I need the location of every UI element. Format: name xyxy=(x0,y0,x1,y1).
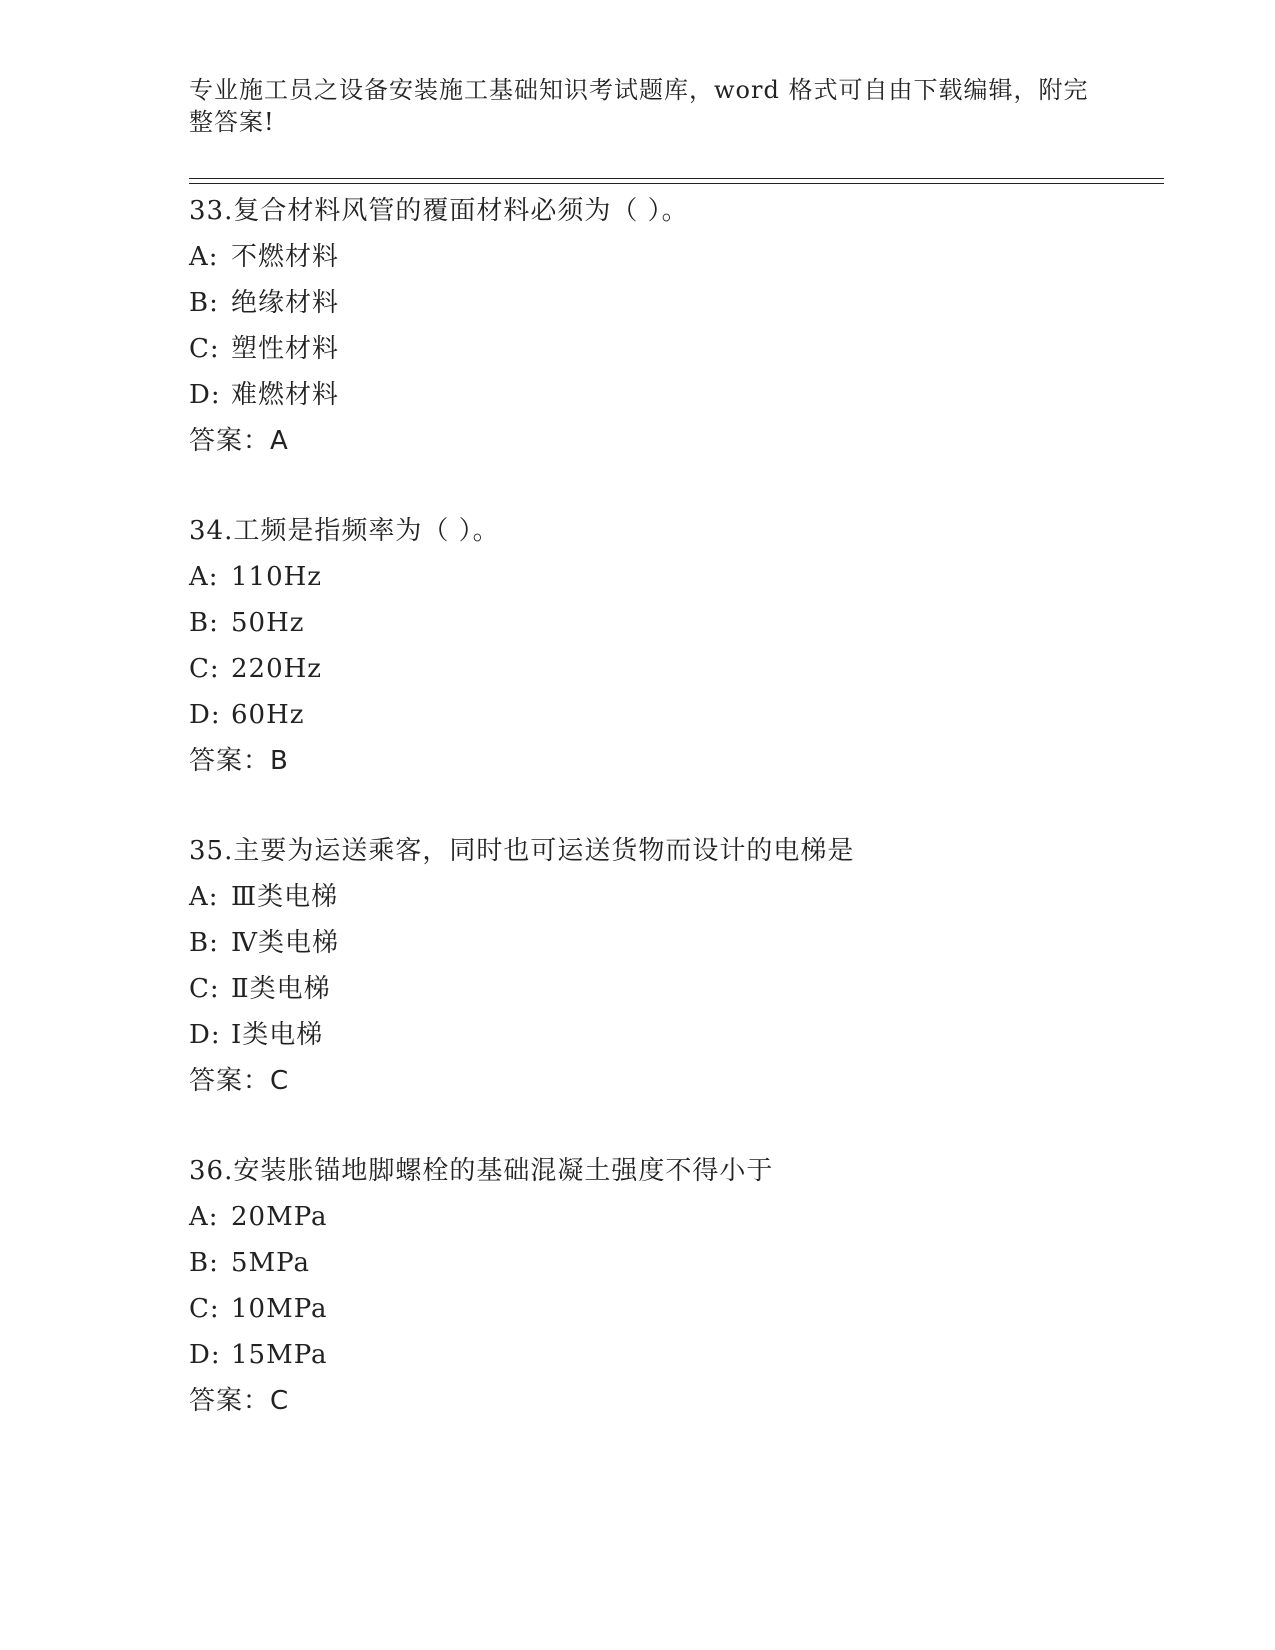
option-text: 不燃材料 xyxy=(231,242,340,272)
question-34 xyxy=(189,508,1189,784)
option-b xyxy=(189,920,1189,966)
option-key: A: xyxy=(189,562,219,592)
answer-line: 答案：C xyxy=(189,1386,290,1416)
option-text: 110Hz xyxy=(231,562,322,592)
option-b xyxy=(189,280,1189,326)
question-36 xyxy=(189,1148,1189,1424)
option-key: B: xyxy=(189,608,219,638)
question-title: 35.主要为运送乘客，同时也可运送货物而设计的电梯是 xyxy=(189,836,855,866)
question-35 xyxy=(189,828,1189,1104)
option-key: C: xyxy=(189,974,220,1004)
header-line-1: 专业施工员之设备安装施工基础知识考试题库，word 格式可自由下载编辑，附完 xyxy=(189,76,1089,104)
option-key: A: xyxy=(189,1202,219,1232)
option-b xyxy=(189,600,1189,646)
option-text: Ⅱ类电梯 xyxy=(231,974,331,1004)
option-a xyxy=(189,554,1189,600)
option-text: 20MPa xyxy=(231,1202,328,1232)
header-divider-bottom xyxy=(189,183,1164,184)
option-d xyxy=(189,1332,1189,1378)
header-line-2: 整答案! xyxy=(189,108,275,136)
option-key: B: xyxy=(189,928,219,958)
option-key: D: xyxy=(189,700,221,730)
option-text: 绝缘材料 xyxy=(231,288,340,318)
option-key: C: xyxy=(189,1294,220,1324)
option-text: Ⅲ类电梯 xyxy=(231,882,339,912)
option-text: 难燃材料 xyxy=(231,380,340,410)
option-text: 塑性材料 xyxy=(231,334,340,364)
question-title: 36.安装胀锚地脚螺栓的基础混凝土强度不得小于 xyxy=(189,1156,774,1186)
option-key: D: xyxy=(189,380,221,410)
option-text: 220Hz xyxy=(231,654,322,684)
option-key: B: xyxy=(189,1248,219,1278)
option-a xyxy=(189,234,1189,280)
header-divider-top xyxy=(189,178,1164,179)
option-key: B: xyxy=(189,288,219,318)
answer-line: 答案：C xyxy=(189,1066,290,1096)
question-title: 34.工频是指频率为（ ）。 xyxy=(189,516,500,546)
option-text: Ⅳ类电梯 xyxy=(231,928,339,958)
option-key: C: xyxy=(189,334,220,364)
option-d xyxy=(189,1012,1189,1058)
option-c xyxy=(189,1286,1189,1332)
option-text: 5MPa xyxy=(231,1248,310,1278)
option-d xyxy=(189,372,1189,418)
option-key: D: xyxy=(189,1020,221,1050)
option-key: C: xyxy=(189,654,220,684)
option-text: 15MPa xyxy=(231,1340,328,1370)
option-text: 60Hz xyxy=(231,700,305,730)
option-c xyxy=(189,326,1189,372)
option-key: A: xyxy=(189,242,219,272)
option-d xyxy=(189,692,1189,738)
option-key: A: xyxy=(189,882,219,912)
option-c xyxy=(189,966,1189,1012)
option-a xyxy=(189,1194,1189,1240)
document-header xyxy=(189,74,1089,138)
answer-line: 答案：A xyxy=(189,426,289,456)
option-key: D: xyxy=(189,1340,221,1370)
question-33 xyxy=(189,188,1189,464)
option-text: Ⅰ类电梯 xyxy=(231,1020,324,1050)
option-text: 50Hz xyxy=(231,608,305,638)
option-b xyxy=(189,1240,1189,1286)
option-c xyxy=(189,646,1189,692)
question-title: 33.复合材料风管的覆面材料必须为（ ）。 xyxy=(189,196,689,226)
answer-line: 答案：B xyxy=(189,746,289,776)
option-a xyxy=(189,874,1189,920)
option-text: 10MPa xyxy=(231,1294,328,1324)
